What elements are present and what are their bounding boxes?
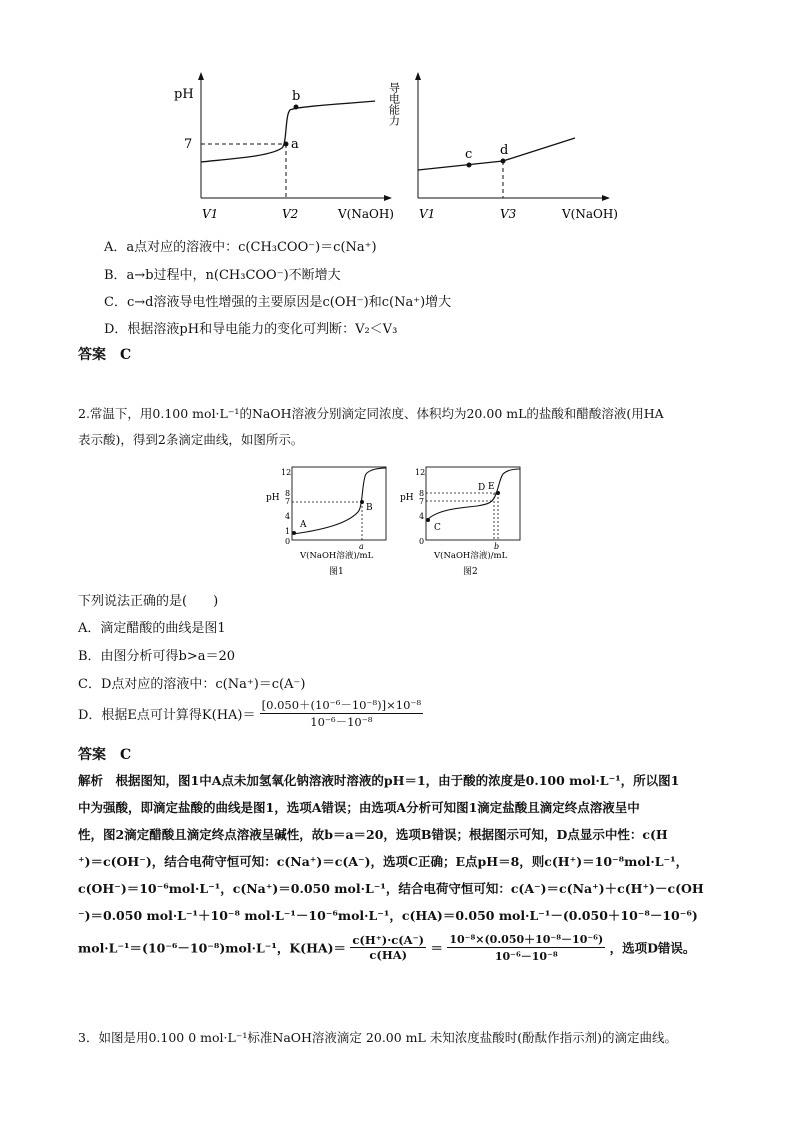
q2-stem-line2: 表示酸)，得到2条滴定曲线，如图所示。: [78, 432, 304, 447]
q2-ka-mid-numerator: 10⁻⁸×(0.050＋10⁻⁸－10⁻⁶): [449, 933, 604, 946]
fig2-point-e-label: E: [488, 482, 495, 492]
fig1-point-b: [360, 500, 364, 504]
fig1-tick-12: 12: [281, 468, 292, 477]
fig1-point-a: [292, 531, 296, 535]
ph-curve: [201, 101, 375, 162]
x-tick-v1: V1: [202, 207, 219, 221]
point-c-label: c: [465, 147, 473, 162]
q1-option-d: D．根据溶液pH和导电能力的变化可判断：V₂＜V₃: [104, 322, 398, 337]
fig1-point-a-label: A: [300, 520, 307, 530]
point-a-label: a: [291, 137, 299, 152]
q2-answer: 答案 C: [78, 747, 132, 763]
fig1-caption: 图1: [329, 567, 344, 577]
q3-stem: 3．如图是用0.100 0 mol·L⁻¹标准NaOH溶液滴定 20.00 mL 未知浓度盐酸时(酚酞作指示剂)的滴定曲线。: [78, 1030, 678, 1045]
fig2-x-label: V(NaOH溶液)/mL: [434, 551, 508, 561]
fig1-x-tick-a: a: [359, 542, 364, 551]
x-tick-v1: V1: [419, 207, 436, 221]
q2-solution-line1: 解析 根据图知，图1中A点未加氢氧化钠溶液时溶液的pH＝1，由于酸的浓度是0.100 mol·L⁻¹，所以图1: [78, 773, 680, 788]
point-d-label: d: [500, 143, 509, 158]
q2-option-d-numerator: [0.050＋(10⁻⁶－10⁻⁸)]×10⁻⁸: [261, 698, 422, 712]
q2-option-d-denominator: 10⁻⁶－10⁻⁸: [310, 715, 373, 729]
fig2-tick-12: 12: [415, 468, 426, 477]
q2-ka-fraction: [350, 933, 426, 962]
q2-ka-mid-fraction: [447, 931, 605, 964]
fig1-tick-8: 8: [285, 489, 291, 498]
q2-figures: [262, 462, 532, 582]
fig2-point-e: [496, 491, 500, 495]
q2-option-d: [78, 697, 423, 730]
q2-solution-last-suffix: ，选项D错误。: [609, 940, 696, 956]
q2-solution-line5: c(OH⁻)＝10⁻⁶mol·L⁻¹，c(Na⁺)＝0.050 mol·L⁻¹，结合电荷守恒可知：c(A⁻)＝c(Na⁺)＋c(H⁺)－c(OH: [78, 881, 704, 896]
q1-option-a: A．a点对应的溶液中：c(CH₃COO⁻)＝c(Na⁺): [104, 240, 377, 255]
q2-solution-line2: 中为强酸，即滴定盐酸的曲线是图1，选项A错误；由选项A分析可知图1滴定盐酸且滴定终点溶液呈中: [78, 800, 640, 815]
fig2-point-c: [426, 518, 430, 522]
fig1-tick-0: 0: [285, 537, 291, 546]
point-b-label: b: [292, 89, 301, 104]
fig1-y-label: pH: [266, 493, 280, 503]
q1-answer: 答案 C: [78, 347, 132, 363]
q2-fig2: [400, 467, 520, 577]
fig2-x-tick-b: b: [494, 542, 500, 551]
q2-solution-line3: 性，图2滴定醋酸且滴定终点溶液呈碱性，故b＝a＝20，选项B错误；根据图示可知，D点显示中性：c(H: [78, 827, 668, 842]
y-axis-label: pH: [174, 87, 194, 102]
fig2-y-label: pH: [400, 493, 414, 503]
q2-stem-line1: 2.常温下，用0.100 mol·L⁻¹的NaOH溶液分别滴定同浓度、体积均为20.00 mL的盐酸和醋酸溶液(用HA: [78, 406, 664, 421]
q1-conductivity-graph: [388, 72, 619, 221]
q2-fig1: [266, 467, 386, 577]
fig2-point-d-label: D: [478, 483, 486, 493]
q1-option-b: B．a→b过程中，n(CH₃COO⁻)不断增大: [104, 268, 341, 283]
q2-ka-denominator: c(HA): [369, 948, 408, 962]
fig2-curve: [427, 469, 520, 520]
x-axis-label: V(NaOH): [562, 207, 618, 221]
fig1-tick-4: 4: [285, 512, 291, 521]
q2-option-c: C．D点对应的溶液中：c(Na⁺)＝c(A⁻): [78, 677, 306, 692]
q1-ph-graph: [174, 72, 394, 221]
fig2-point-c-label: C: [434, 523, 441, 533]
fig2-tick-8: 8: [419, 489, 425, 498]
y-axis-arrow: [415, 72, 421, 80]
point-b: [294, 105, 299, 110]
x-tick-v2: V2: [282, 207, 299, 221]
x-tick-v3: V3: [500, 207, 517, 221]
point-c: [467, 163, 472, 168]
q2-option-a: A．滴定醋酸的曲线是图1: [78, 621, 226, 636]
q2-solution-last-prefix: mol·L⁻¹＝(10⁻⁶－10⁻⁸)mol·L⁻¹，K(HA)＝: [78, 940, 347, 956]
q1-option-c: C．c→d溶液导电性增强的主要原因是c(OH⁻)和c(Na⁺)增大: [104, 295, 452, 310]
q2-option-d-fraction: [260, 697, 423, 730]
conductivity-line: [418, 138, 575, 170]
y-tick-7: 7: [184, 137, 193, 152]
q1-figures: [170, 70, 630, 225]
fig1-curve: [293, 468, 386, 534]
y-axis-label: 导电能力: [387, 82, 401, 126]
point-a: [284, 142, 289, 147]
fig2-tick-4: 4: [419, 512, 425, 521]
q2-solution-line7: [78, 931, 695, 964]
q2-ka-mid-denominator: 10⁻⁶－10⁻⁸: [494, 950, 558, 963]
y-axis-arrow: [198, 72, 204, 80]
x-axis-arrow: [602, 195, 610, 201]
q2-solution-line6: ⁻)＝0.050 mol·L⁻¹＋10⁻⁸ mol·L⁻¹－10⁻⁶mol·L⁻¹，c(HA)＝0.050 mol·L⁻¹－(0.050＋10⁻⁸－10⁻⁶): [78, 908, 698, 923]
q2-option-b: B．由图分析可得b>a＝20: [78, 649, 236, 664]
q2-option-d-prefix: D．根据E点可计算得K(HA)＝: [78, 708, 256, 723]
fig1-point-b-label: B: [366, 503, 373, 513]
q2-prompt: 下列说法正确的是( ): [78, 594, 219, 609]
fig1-tick-7: 7: [285, 497, 291, 506]
q2-ka-equals: ＝: [430, 940, 443, 956]
x-axis-label: V(NaOH): [338, 207, 394, 221]
q2-solution-line4: ⁺)＝c(OH⁻)，结合电荷守恒可知：c(Na⁺)＝c(A⁻)，选项C正确；E点pH＝8，则c(H⁺)＝10⁻⁸mol·L⁻¹，: [78, 854, 689, 869]
fig2-tick-7: 7: [419, 497, 425, 506]
fig2-tick-0: 0: [419, 537, 425, 546]
fig1-x-label: V(NaOH溶液)/mL: [300, 551, 374, 561]
x-axis-arrow: [384, 195, 392, 201]
fig2-caption: 图2: [463, 567, 478, 577]
fig1-tick-1: 1: [285, 527, 291, 536]
q2-ka-numerator: c(H⁺)·c(A⁻): [352, 933, 425, 947]
